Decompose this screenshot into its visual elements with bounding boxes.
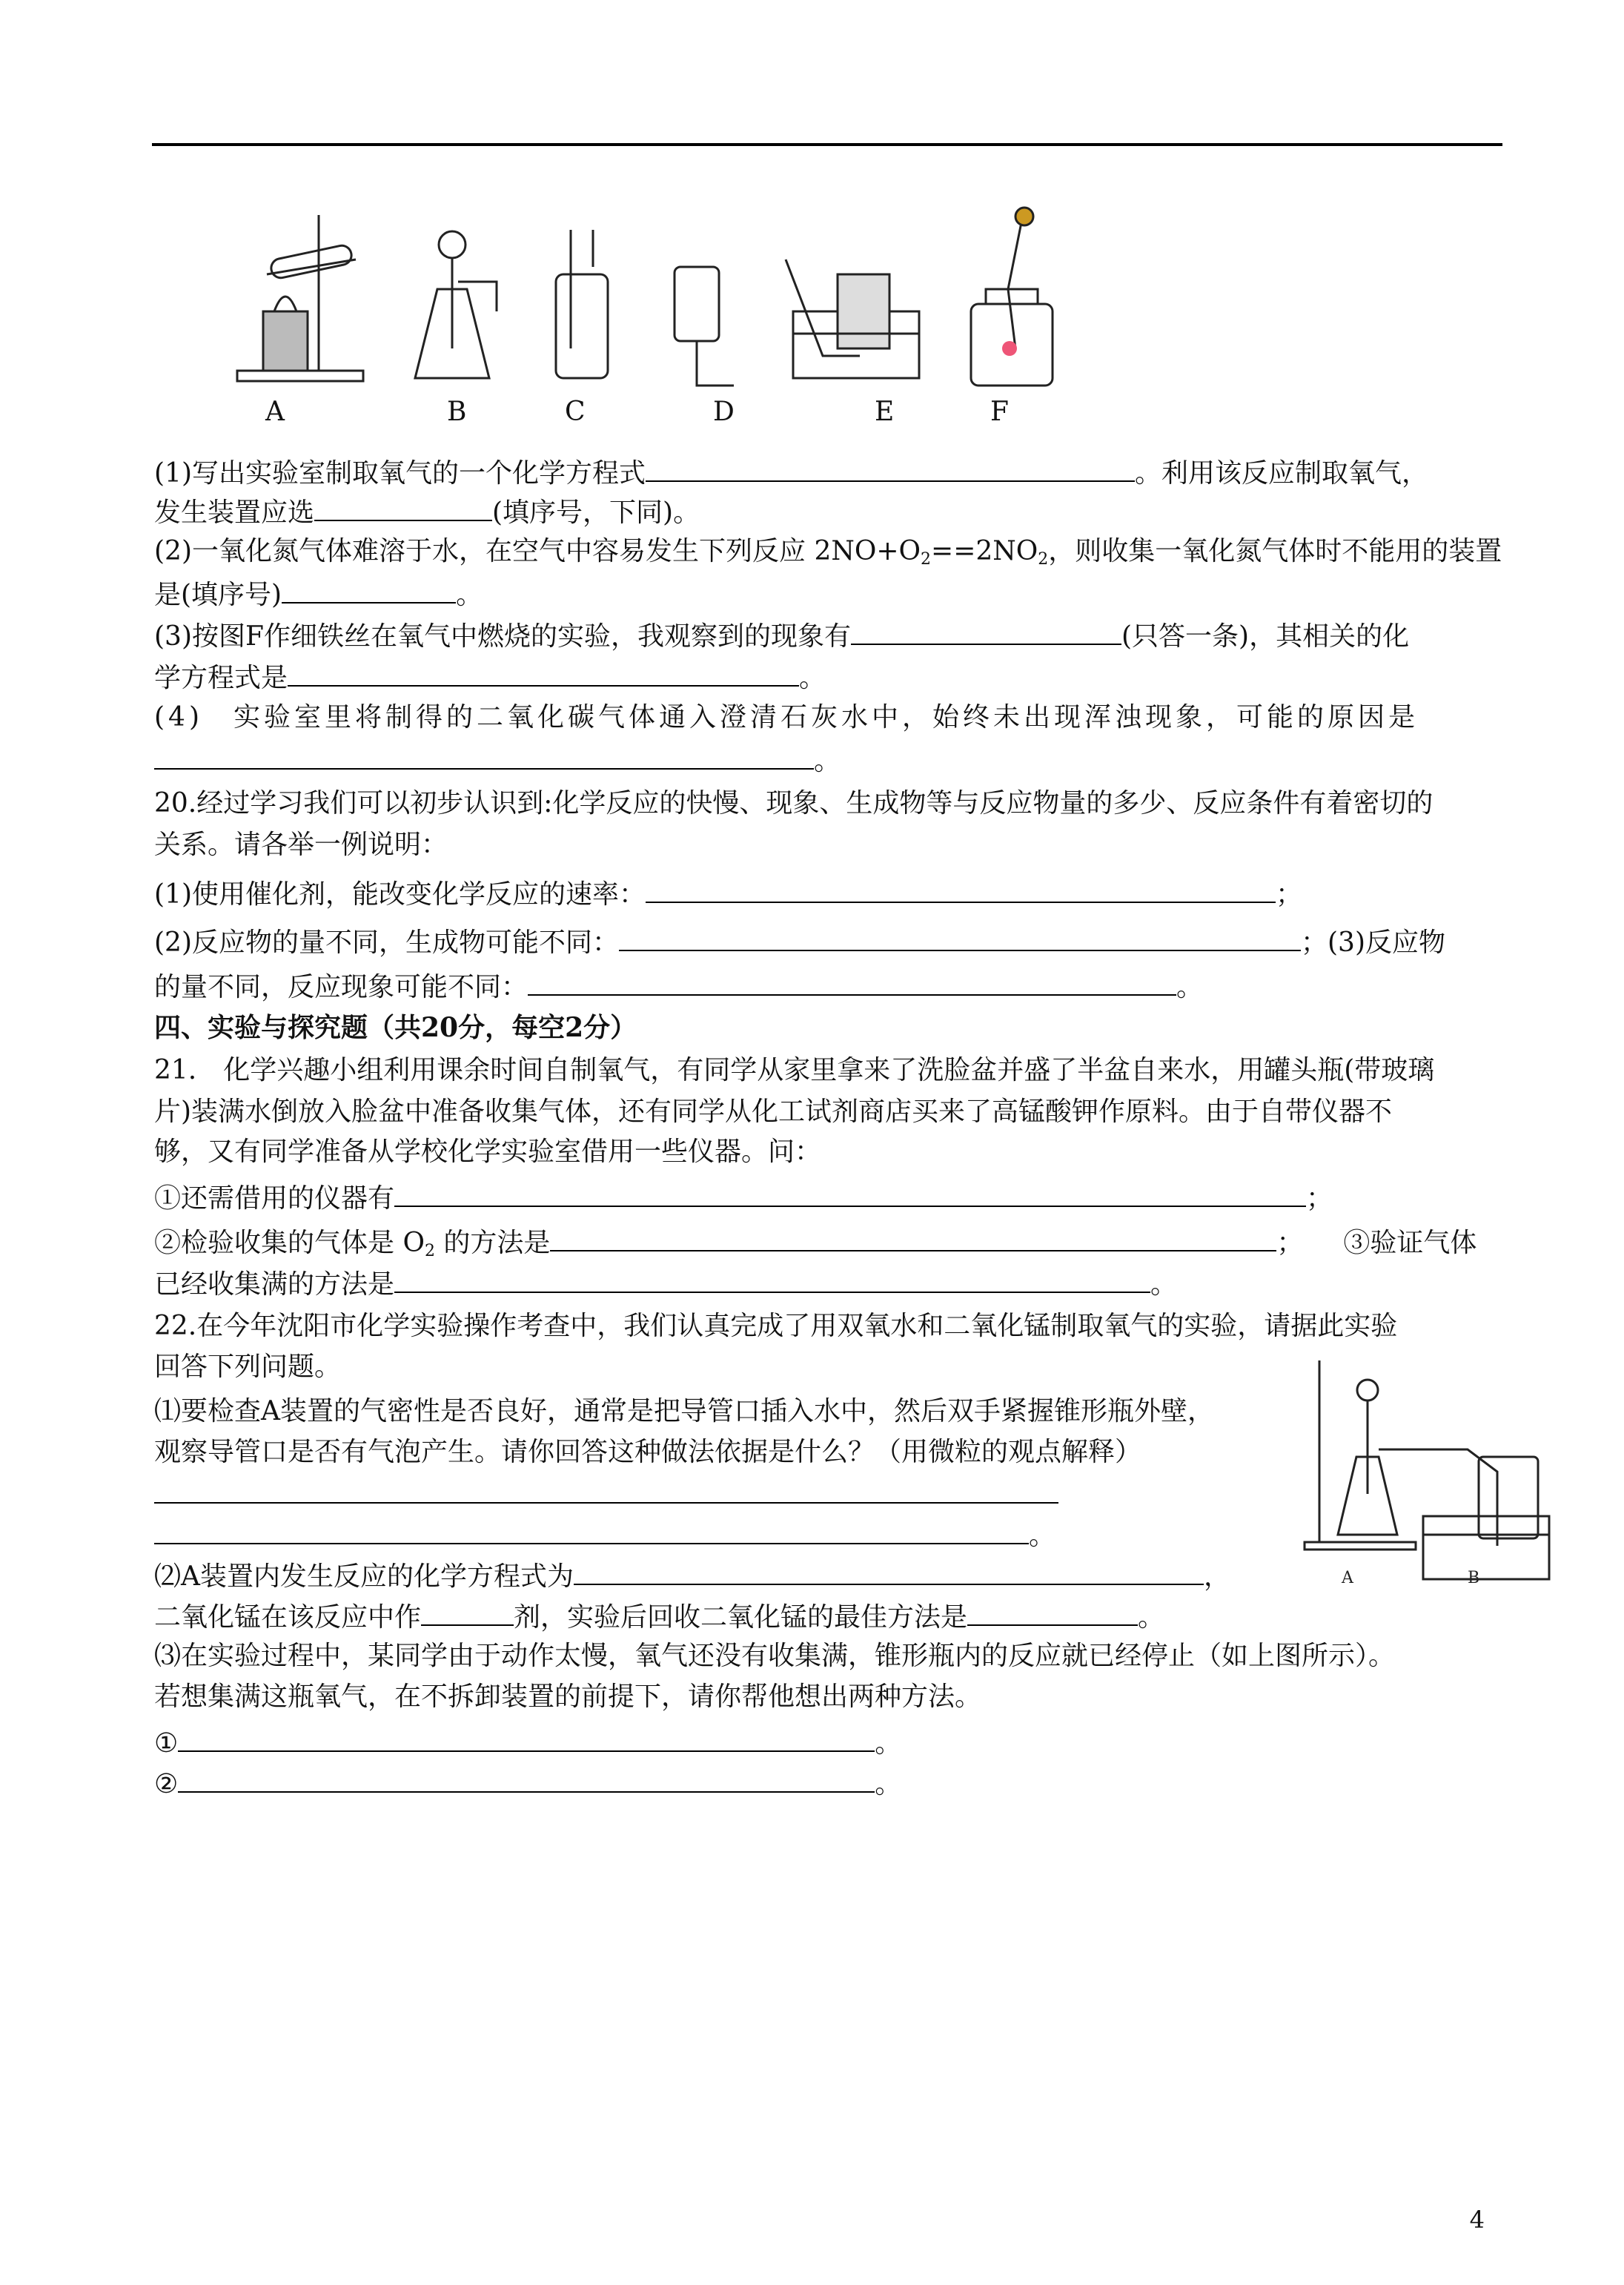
q3-equation-prompt: 学方程式是 — [154, 663, 288, 693]
punct: ； — [1306, 1183, 1333, 1214]
q22-2-cont2: 剂，实验后回收二氧化锰的最佳方法是 — [514, 1602, 968, 1633]
text-line — [154, 1765, 901, 1802]
answer-blank[interactable] — [851, 617, 1121, 645]
q22-3-prompt: ⑶在实验过程中，某同学由于动作太慢，氧气还没有收集满，锥形瓶内的反应就已经停止（如上图所示）。 — [154, 1641, 1396, 1671]
text-line — [154, 968, 1203, 1005]
text-line — [154, 1053, 1434, 1088]
subscript: 2 — [424, 1242, 435, 1260]
q20-3-cont: 的量不同，反应现象可能不同： — [154, 972, 528, 1002]
q22-cont: 回答下列问题。 — [154, 1352, 342, 1382]
item-marker: ② — [154, 1769, 179, 1799]
text-line — [154, 493, 700, 531]
q21-cont2: 够，又有同学准备从学校化学实验室借用一些仪器。问： — [154, 1137, 822, 1167]
text-line — [154, 827, 448, 863]
apparatus-label-d: D — [713, 397, 735, 427]
subscript: 2 — [1038, 550, 1049, 569]
section-heading — [154, 1010, 637, 1045]
text-line — [154, 700, 1419, 735]
punct: 。 — [875, 1769, 902, 1799]
answer-blank[interactable] — [154, 741, 814, 770]
punct: 。 — [1150, 1269, 1178, 1300]
apparatus-c-icon — [556, 230, 608, 378]
q21-cont: 片)装满水倒放入脸盆中准备收集气体，还有同学从化工试剂商店买来了高锰酸钾作原料。由于自带仪器不 — [154, 1097, 1393, 1127]
text-line — [154, 1179, 1333, 1217]
apparatus-f-icon — [971, 208, 1053, 386]
text-line — [154, 658, 826, 696]
answer-blank[interactable] — [394, 1179, 1306, 1207]
answer-blank[interactable] — [619, 923, 1301, 951]
subscript: 2 — [921, 550, 932, 569]
text-line — [154, 1557, 1230, 1595]
text-line — [154, 617, 1409, 655]
q3-prompt: (3)按图F作细铁丝在氧气中燃烧的实验，我观察到的现象有 — [154, 621, 851, 652]
text-line — [154, 1679, 981, 1715]
q4-prompt: (4) 实验室里将制得的二氧化碳气体通入澄清石灰水中，始终未出现浑浊现象，可能的原因是 — [154, 702, 1419, 733]
apparatus-label-b: B — [447, 397, 467, 427]
q1-cont: 。利用该反应制取氧气， — [1135, 458, 1429, 489]
text-line — [154, 923, 1445, 961]
apparatus-label-a: A — [265, 397, 285, 427]
answer-blank[interactable] — [646, 454, 1135, 482]
text-line — [154, 1475, 1058, 1513]
q20-1-prompt: (1)使用催化剂，能改变化学反应的速率： — [154, 879, 646, 910]
q2-prompt: (2)一氧化氮气体难溶于水，在空气中容易发生下列反应 2NO+O — [154, 536, 921, 566]
text-line — [154, 1724, 901, 1762]
punct: 。 — [456, 580, 483, 610]
q21-2-prompt: ②检验收集的气体是 O — [154, 1228, 425, 1258]
q1-prompt: (1)写出实验室制取氧气的一个化学方程式 — [154, 458, 646, 489]
q2-answer-prompt: 是(填序号) — [154, 580, 282, 610]
q3-cont: (只答一条)，其相关的化 — [1121, 621, 1410, 652]
answer-blank[interactable] — [178, 1724, 875, 1752]
q20-2-prompt: (2)反应物的量不同，生成物可能不同： — [154, 927, 619, 958]
apparatus-label-e: E — [875, 397, 895, 427]
punct: 。 — [799, 663, 826, 693]
q21-3-prompt: ； ③验证气体 — [1276, 1228, 1477, 1258]
answer-blank[interactable] — [288, 658, 799, 687]
text-line — [154, 1349, 341, 1385]
answer-blank[interactable] — [528, 968, 1176, 996]
text-line — [154, 1265, 1177, 1303]
answer-blank[interactable] — [574, 1557, 1204, 1585]
page-number: 4 — [1469, 2206, 1485, 2234]
text-line — [154, 1223, 1476, 1269]
answer-blank[interactable] — [282, 575, 456, 604]
q22-prompt: 22.在今年沈阳市化学实验操作考查中，我们认真完成了用双氧水和二氧化锰制取氧气的实验，请据此实验 — [154, 1311, 1398, 1341]
apparatus-label-c: C — [565, 397, 586, 427]
item-marker: ① — [154, 1728, 179, 1759]
text-line — [154, 575, 483, 613]
q20-3-prompt: ；(3)反应物 — [1301, 927, 1445, 958]
apparatus-d-icon — [675, 267, 734, 386]
apparatus-figure — [222, 200, 1082, 437]
section-title: 四、实验与探究题（共20分，每空2分） — [154, 1012, 637, 1043]
q22-1-cont: 观察导管口是否有气泡产生。请你回答这种做法依据是什么？（用微粒的观点解释） — [154, 1437, 1142, 1467]
answer-blank[interactable] — [178, 1765, 875, 1793]
punct: ， — [1204, 1561, 1231, 1592]
punct: 。 — [1138, 1602, 1165, 1633]
text-line — [154, 1394, 1214, 1429]
answer-blank[interactable] — [394, 1265, 1150, 1293]
header-rule — [152, 143, 1502, 146]
text-line — [154, 741, 841, 779]
answer-blank[interactable] — [646, 875, 1276, 903]
apparatus-label-f: F — [990, 397, 1009, 427]
answer-blank[interactable] — [154, 1516, 1029, 1544]
q21-prompt: 21. 化学兴趣小组利用课余时间自制氧气，有同学从家里拿来了洗脸盆并盛了半盆自来水，用罐头瓶(带玻璃 — [154, 1055, 1435, 1085]
text-line — [154, 1134, 821, 1170]
punct: 。 — [1029, 1521, 1056, 1551]
answer-blank[interactable] — [154, 1475, 1058, 1504]
q1-device-prompt: 发生装置应选 — [154, 497, 315, 528]
answer-blank[interactable] — [314, 493, 492, 521]
punct: ； — [1276, 879, 1303, 910]
punct: 。 — [814, 746, 841, 776]
text-line — [154, 534, 1502, 578]
apparatus-e-icon — [786, 259, 919, 378]
q20-cont: 关系。请各举一例说明： — [154, 830, 448, 860]
figure-label-a: A — [1342, 1569, 1353, 1587]
q1-note: (填序号，下同)。 — [492, 497, 700, 528]
text-line — [154, 1598, 1164, 1636]
text-line — [154, 1094, 1392, 1130]
formula: ==2NO — [931, 536, 1038, 566]
q21-2-cont: 的方法是 — [434, 1228, 551, 1258]
q22-2-cont: 二氧化锰在该反应中作 — [154, 1602, 422, 1633]
q2-cont: ，则收集一氧化氮气体时不能用的装置 — [1048, 536, 1502, 566]
q21-1-prompt: ①还需借用的仪器有 — [154, 1183, 395, 1214]
text-line — [154, 1435, 1141, 1470]
answer-blank[interactable] — [967, 1598, 1138, 1626]
text-line — [154, 786, 1433, 821]
q22-3-cont: 若想集满这瓶氧气，在不拆卸装置的前提下，请你帮他想出两种方法。 — [154, 1681, 982, 1712]
q22-2-prompt: ⑵A装置内发生反应的化学方程式为 — [154, 1561, 574, 1592]
answer-blank[interactable] — [550, 1223, 1276, 1251]
apparatus-b-icon — [415, 231, 497, 378]
text-line — [154, 875, 1302, 913]
apparatus-a-icon — [237, 215, 363, 381]
q22-1-prompt: ⑴要检查A装置的气密性是否良好，通常是把导管口插入水中，然后双手紧握锥形瓶外壁， — [154, 1396, 1214, 1426]
text-line — [154, 454, 1428, 492]
figure-label-b: B — [1468, 1569, 1480, 1587]
text-line — [154, 1309, 1397, 1344]
q21-3-cont: 已经收集满的方法是 — [154, 1269, 395, 1300]
text-line — [154, 1638, 1395, 1674]
flask-apparatus-figure — [1297, 1346, 1557, 1590]
punct: 。 — [1176, 972, 1204, 1002]
q20-prompt: 20.经过学习我们可以初步认识到:化学反应的快慢、现象、生成物等与反应物量的多少、反应条件有着密切的 — [154, 788, 1434, 819]
punct: 。 — [875, 1728, 902, 1759]
text-line — [154, 1516, 1055, 1554]
answer-blank[interactable] — [421, 1598, 514, 1626]
